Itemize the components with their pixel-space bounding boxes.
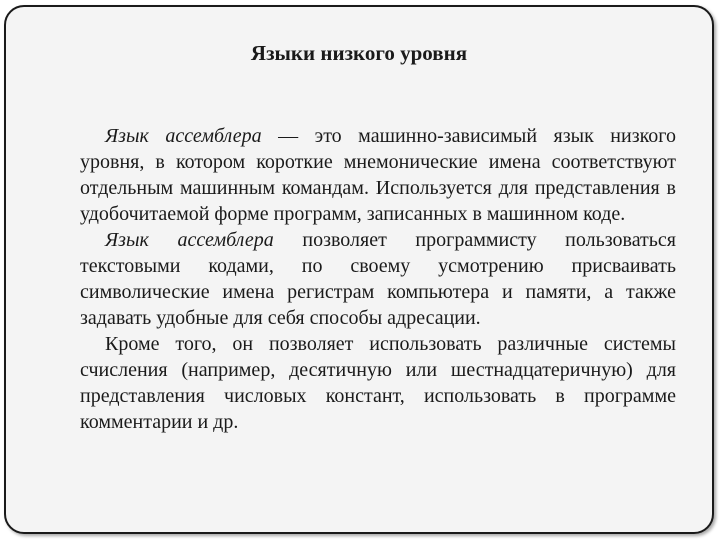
paragraph-number-systems [80,331,676,435]
paragraph-text: Кроме того, он позволяет использовать различные системы счисления (например, десятичную или шестнадцатеричную) для представления числовых констант, использовать в программе комментарии и др. [80,333,676,433]
term-assembly-language: Язык ассемблера [105,229,274,251]
paragraph-text: — это машинно-зависимый язык низкого уровня, в котором короткие мнемонические имена соответствуют отдельным машинным командам. Используется для представления в удобочитаемой форме программ, записанных в машинном коде. [80,125,676,225]
paragraph-definition [80,123,676,227]
slide-title: Языки низкого уровня [250,41,468,65]
paragraph-text: позволяет программисту пользоваться текстовыми кодами, по своему усмотрению присваивать символические имена регистрам компьютера и памяти, а также задавать удобные для себя способы адресации. [80,229,676,329]
term-assembly-language: Язык ассемблера [105,125,262,147]
slide-frame [4,5,714,534]
slide-body [80,123,676,435]
paragraph-features [80,227,676,331]
